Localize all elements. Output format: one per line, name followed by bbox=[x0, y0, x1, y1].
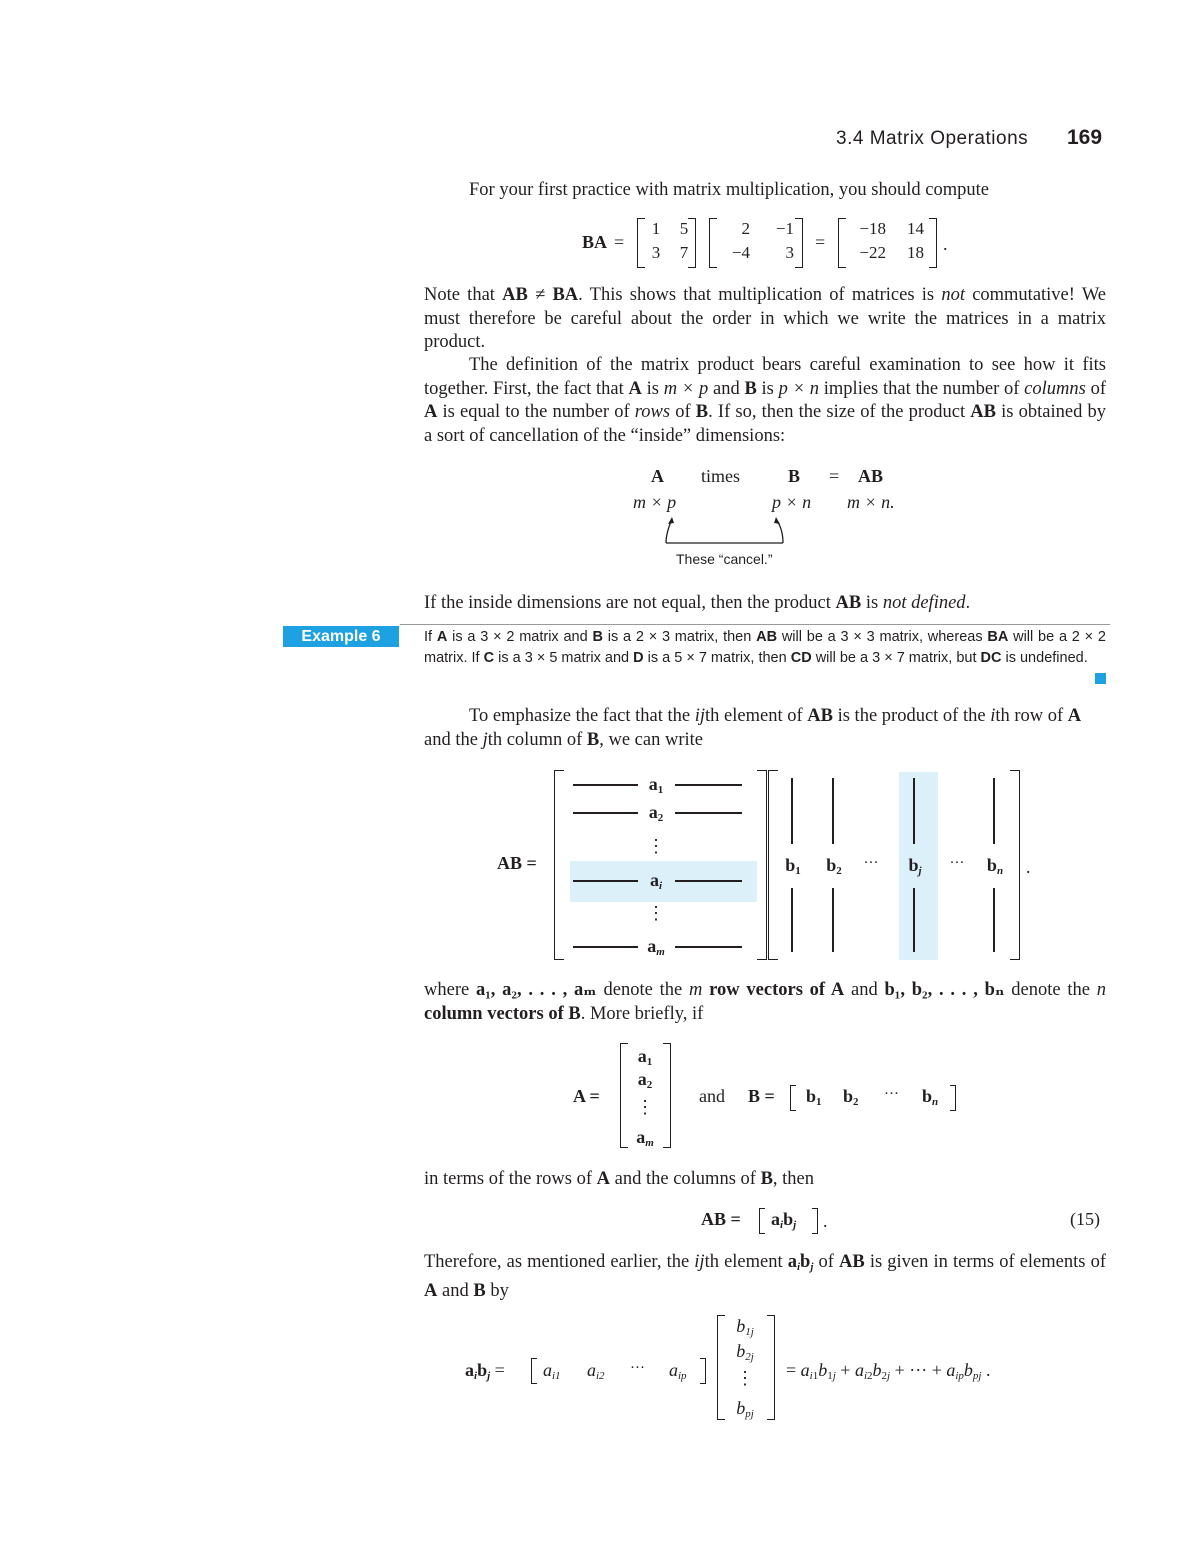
row-vdots: ⋮ bbox=[647, 903, 665, 923]
example-label: Example 6 bbox=[283, 626, 399, 647]
bracket bbox=[950, 1085, 956, 1111]
eq15-element: $a_ib_j$ bbox=[771, 1209, 797, 1231]
definition-paragraph bbox=[424, 354, 1106, 448]
not-defined-paragraph bbox=[424, 592, 1106, 616]
ba-eq-sign: = bbox=[614, 232, 625, 252]
italic: p × n bbox=[778, 378, 820, 399]
neq: ≠ bbox=[527, 285, 553, 305]
italic: i bbox=[990, 706, 996, 726]
row-cdots: ··· bbox=[884, 1086, 899, 1102]
bold: A bbox=[628, 378, 642, 399]
italic: j bbox=[482, 729, 488, 750]
dim-mxn: m × n. bbox=[847, 492, 895, 512]
text: , then bbox=[772, 1169, 815, 1189]
eq15-period: . bbox=[823, 1211, 828, 1231]
text: If the inside dimensions are not equal, then the product bbox=[424, 593, 836, 613]
text: is undefined. bbox=[1001, 650, 1088, 666]
bracket bbox=[620, 1043, 628, 1148]
bracket bbox=[790, 1085, 796, 1111]
end-of-example-square-icon bbox=[1095, 673, 1106, 684]
bold: B bbox=[760, 1169, 773, 1189]
italic: rows bbox=[634, 402, 671, 422]
bold: B bbox=[473, 1280, 486, 1301]
b-lhs: B = bbox=[748, 1086, 775, 1106]
row-line bbox=[573, 946, 638, 948]
col-entry-a2: $a_2$ bbox=[637, 1069, 653, 1091]
text: The definition of the matrix product bears careful examination to see how it fits together. First, the fact that bbox=[424, 355, 1106, 399]
text: . This shows that multiplication of matrices is bbox=[578, 285, 942, 305]
bold: b₁, b₂, . . . , bₙ bbox=[884, 980, 1005, 1000]
text: and bbox=[844, 980, 885, 1000]
col-line bbox=[832, 778, 834, 844]
text: and bbox=[708, 378, 745, 399]
matrix-cell: −1 bbox=[775, 219, 794, 238]
bracket bbox=[767, 1315, 775, 1420]
bracket bbox=[1010, 770, 1020, 960]
therefore-paragraph bbox=[424, 1251, 1106, 1303]
row-line bbox=[573, 880, 638, 882]
bracket bbox=[554, 770, 564, 960]
col-line bbox=[832, 888, 834, 952]
row-label-ai: $a_i$ bbox=[649, 870, 663, 892]
text: is a 3 × 2 matrix and bbox=[447, 629, 593, 645]
row-line bbox=[675, 812, 742, 814]
bold: a₁, a₂, . . . , aₘ bbox=[475, 980, 597, 1000]
text: is bbox=[861, 593, 883, 613]
matrix-cell: −18 bbox=[859, 219, 886, 238]
page-number: 169 bbox=[1067, 126, 1103, 149]
bracket bbox=[838, 218, 846, 268]
text: is a 3 × 5 matrix and bbox=[494, 650, 634, 666]
text: . If so, then the size of the product bbox=[708, 402, 971, 422]
bold: AB bbox=[835, 593, 862, 613]
matrix-cell: 14 bbox=[907, 219, 924, 238]
matrix-cell: 3 bbox=[651, 243, 661, 262]
bold: CD bbox=[790, 650, 812, 666]
col-label-b1: $b_1$ bbox=[785, 855, 801, 877]
col-label-bj: $b_j$ bbox=[908, 855, 922, 877]
matrix-cell: 5 bbox=[679, 219, 689, 238]
col-cdots: ··· bbox=[863, 855, 879, 871]
bold: B bbox=[592, 629, 603, 645]
text: is obtained by a sort of cancellation of the “inside” dimensions: bbox=[424, 402, 1106, 446]
col-line bbox=[993, 778, 995, 844]
running-header bbox=[836, 128, 1028, 150]
dim-ab: AB bbox=[858, 466, 884, 486]
bold: column vectors of bbox=[424, 1003, 569, 1024]
bold-aibj: $a_ib_j$ bbox=[787, 1252, 814, 1273]
cancel-label: These “cancel.” bbox=[676, 551, 773, 567]
row-label-a2: $a_2$ bbox=[648, 802, 664, 824]
text: th column of bbox=[487, 729, 587, 750]
and-word: and bbox=[699, 1086, 725, 1106]
bold: AB bbox=[807, 706, 833, 726]
text: is bbox=[641, 378, 664, 399]
text: th element bbox=[704, 1252, 788, 1272]
col-cdots: ··· bbox=[949, 855, 965, 871]
text: where bbox=[424, 980, 476, 1000]
col-vdots: ⋮ bbox=[636, 1097, 654, 1117]
cancel-arrow-icon bbox=[655, 512, 795, 546]
bracket bbox=[795, 218, 803, 268]
text: will be a 3 × 3 matrix, whereas bbox=[777, 629, 988, 645]
bold: A bbox=[424, 1280, 438, 1301]
row-line bbox=[675, 946, 742, 948]
bold: B bbox=[586, 729, 600, 750]
text: is the product of the bbox=[832, 706, 991, 726]
section-title: 3.4 Matrix Operations bbox=[836, 128, 1029, 149]
matrix-cell: 18 bbox=[907, 243, 924, 262]
text: implies that the number of bbox=[819, 378, 1025, 399]
italic: columns bbox=[1024, 378, 1086, 399]
text: . bbox=[965, 593, 971, 613]
text: Therefore, as mentioned earlier, the bbox=[424, 1252, 695, 1272]
where-paragraph bbox=[424, 979, 1106, 1026]
row-vdots: ⋮ bbox=[647, 836, 665, 856]
row-entry-b1: $b_1$ bbox=[806, 1086, 822, 1108]
bold: AB bbox=[839, 1252, 865, 1272]
col-entry-b2j: $b_{2j}$ bbox=[736, 1341, 754, 1363]
dim-eq: = bbox=[829, 466, 840, 486]
final-rhs: = $a_{i1}b_{1j} + a_{i2}b_{2j}$ + ··· + $a_{ip}b_{pj}$ . bbox=[786, 1360, 991, 1382]
text: of bbox=[670, 402, 696, 422]
row-entry-ai1: $a_{i1}$ bbox=[543, 1360, 561, 1382]
col-label-b2: $b_2$ bbox=[826, 855, 842, 877]
bold: row vectors of bbox=[702, 980, 831, 1000]
italic: ij bbox=[694, 1252, 705, 1272]
bracket bbox=[637, 218, 645, 268]
matrix-cell: 7 bbox=[679, 243, 689, 262]
bold: DC bbox=[980, 650, 1002, 666]
text: is a 2 × 3 matrix, then bbox=[602, 629, 757, 645]
row-label-a1: $a_1$ bbox=[648, 774, 664, 796]
bold: AB bbox=[756, 629, 778, 645]
text: is a 5 × 7 matrix, then bbox=[643, 650, 791, 666]
col-line bbox=[993, 888, 995, 952]
matrix-cell: 2 bbox=[741, 219, 750, 238]
bracket bbox=[759, 1208, 765, 1234]
col-label-bn: $b_n$ bbox=[986, 855, 1004, 877]
row-label-am: $a_m$ bbox=[647, 936, 665, 958]
eq15-lhs: AB = bbox=[701, 1209, 741, 1229]
row-line bbox=[675, 880, 742, 882]
col-entry-bpj: $b_{pj}$ bbox=[736, 1398, 754, 1420]
text: of bbox=[1085, 378, 1106, 399]
text: by bbox=[485, 1280, 509, 1301]
bracket bbox=[768, 770, 778, 960]
col-entry-a1: $a_1$ bbox=[637, 1046, 653, 1068]
big-eq-period: . bbox=[1026, 857, 1031, 877]
bracket bbox=[717, 1315, 725, 1420]
a-lhs: A = bbox=[573, 1086, 600, 1106]
matrix-cell: 1 bbox=[651, 219, 661, 238]
bold: A bbox=[424, 402, 438, 422]
intro-text: For your first practice with matrix multiplication, you should compute bbox=[469, 180, 989, 200]
final-lhs: $a_ib_j$ = bbox=[465, 1360, 505, 1382]
bold: BA bbox=[987, 629, 1009, 645]
example-text bbox=[424, 627, 1106, 669]
italic: not defined bbox=[882, 593, 966, 613]
text: th row of bbox=[995, 706, 1068, 726]
text: is bbox=[756, 378, 779, 399]
italic: m × p bbox=[663, 378, 709, 399]
text: and the columns of bbox=[610, 1169, 761, 1189]
text: denote the bbox=[1004, 980, 1097, 1000]
row-line bbox=[675, 784, 742, 786]
matrix-cell: 3 bbox=[785, 243, 794, 262]
col-line bbox=[913, 778, 915, 844]
text: and the bbox=[424, 729, 483, 750]
bold: A bbox=[830, 980, 845, 1000]
row-line bbox=[573, 812, 638, 814]
text: If bbox=[424, 629, 437, 645]
text: Note that bbox=[424, 285, 503, 305]
bold: B bbox=[744, 378, 757, 399]
bracket bbox=[663, 1043, 671, 1148]
col-line bbox=[913, 888, 915, 952]
bracket bbox=[812, 1208, 818, 1234]
dim-times: times bbox=[701, 466, 740, 486]
col-entry-am: $a_m$ bbox=[636, 1127, 654, 1149]
italic: n bbox=[1096, 980, 1106, 1000]
bold: B bbox=[568, 1003, 581, 1024]
text: is equal to the number of bbox=[437, 402, 635, 422]
bold: C bbox=[483, 650, 495, 666]
bracket bbox=[929, 218, 937, 268]
italic-not: not bbox=[941, 285, 965, 305]
col-vdots: ⋮ bbox=[736, 1368, 754, 1388]
emphasize-paragraph bbox=[424, 705, 1106, 752]
bracket bbox=[709, 218, 717, 268]
terms-paragraph bbox=[424, 1168, 1106, 1192]
bold: A bbox=[596, 1169, 611, 1189]
bold: B bbox=[695, 402, 709, 422]
text: in terms of the rows of bbox=[424, 1169, 597, 1189]
ba-lhs: BA bbox=[582, 232, 608, 252]
row-line bbox=[573, 784, 638, 786]
example-rule bbox=[400, 624, 1110, 625]
text: , we can write bbox=[599, 729, 703, 750]
col-line bbox=[791, 778, 793, 844]
dim-a: A bbox=[651, 466, 664, 486]
ba-period: . bbox=[943, 234, 948, 254]
dim-pxn: p × n bbox=[772, 492, 812, 512]
matrix-cell: −4 bbox=[731, 243, 750, 262]
italic: m bbox=[688, 980, 703, 1000]
bold: A bbox=[436, 629, 448, 645]
row-entry-ai2: $a_{i2}$ bbox=[587, 1360, 605, 1382]
row-cdots: ··· bbox=[630, 1360, 645, 1376]
bold-ab: AB bbox=[502, 285, 528, 305]
text: commutative! We must therefore be careful about the order in which we write the matrices in a matrix product. bbox=[424, 285, 1107, 352]
big-ab-lhs: AB = bbox=[497, 853, 537, 873]
row-entry-bn: $b_n$ bbox=[922, 1086, 939, 1108]
text: will be a 3 × 7 matrix, but bbox=[811, 650, 981, 666]
text: is given in terms of elements of bbox=[864, 1252, 1106, 1272]
bold: D bbox=[633, 650, 644, 666]
dim-mxp: m × p bbox=[633, 492, 677, 512]
bracket bbox=[531, 1358, 537, 1384]
matrix-cell: −22 bbox=[859, 243, 886, 262]
col-entry-b1j: $b_{1j}$ bbox=[736, 1316, 754, 1338]
text: of bbox=[813, 1252, 840, 1272]
text: will be a 2 × 2 matrix. If bbox=[424, 629, 1106, 666]
row-entry-aip: $a_{ip}$ bbox=[669, 1360, 687, 1382]
bold: A bbox=[1067, 706, 1082, 726]
dim-b: B bbox=[788, 466, 801, 486]
text: denote the bbox=[596, 980, 689, 1000]
italic: ij bbox=[694, 706, 706, 726]
bracket bbox=[700, 1358, 706, 1384]
bracket bbox=[757, 770, 767, 960]
col-line bbox=[791, 888, 793, 952]
bold-ba: BA bbox=[552, 285, 579, 305]
row-entry-b2: $b_2$ bbox=[843, 1086, 859, 1108]
text: To emphasize the fact that the bbox=[469, 706, 695, 726]
text: th element of bbox=[705, 706, 808, 726]
text: . More briefly, if bbox=[580, 1003, 704, 1024]
bold: AB bbox=[970, 402, 996, 422]
note-paragraph bbox=[424, 284, 1106, 355]
ba-eq-sign-2: = bbox=[815, 232, 826, 252]
text: and bbox=[437, 1280, 474, 1301]
eq15-number: (15) bbox=[1070, 1209, 1100, 1229]
